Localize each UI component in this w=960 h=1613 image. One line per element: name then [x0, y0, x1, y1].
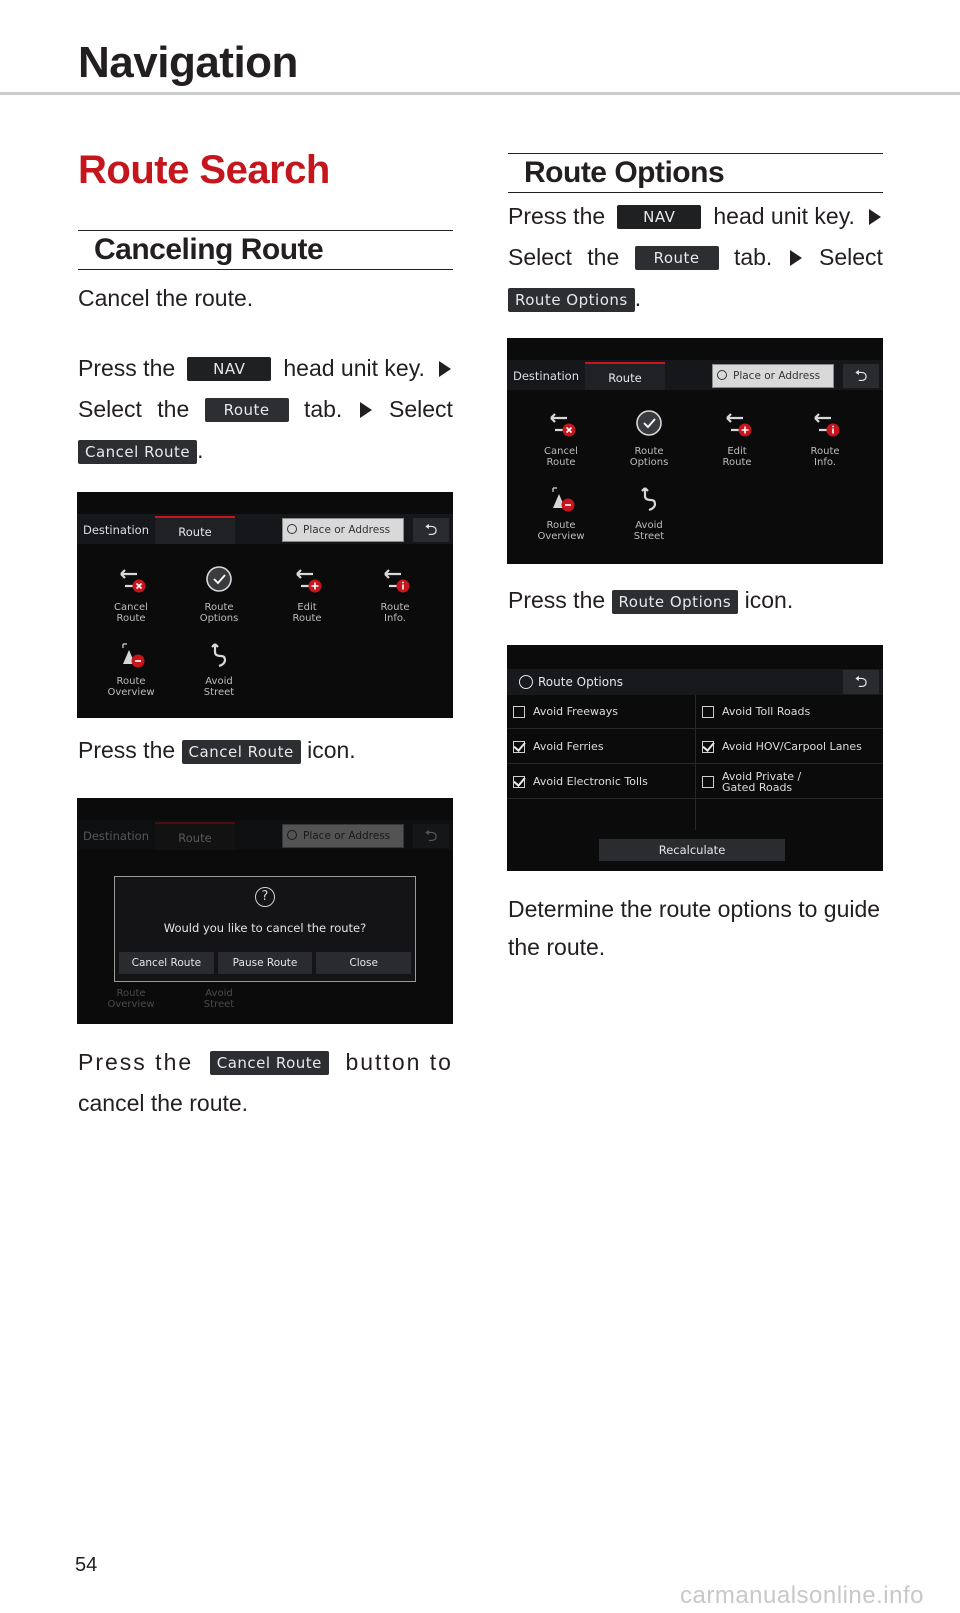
cancel-route-icon [115, 566, 147, 596]
route-tab-chip: Route [635, 246, 719, 270]
route-info-item[interactable]: Route Info. [355, 566, 435, 624]
route-info-item[interactable]: Route Info. [785, 410, 865, 468]
avoid-street-item: Avoid Street [203, 988, 235, 1010]
search-input[interactable]: Place or Address [282, 518, 404, 542]
checkbox[interactable] [702, 776, 714, 788]
nav-key-chip: NAV [617, 205, 701, 229]
route-menu-screen-2 [507, 338, 883, 564]
checkbox-checked[interactable] [513, 741, 525, 753]
checkbox[interactable] [513, 706, 525, 718]
edit-route-icon [721, 410, 753, 440]
cancel-route-chip: Cancel Route [210, 1051, 329, 1075]
canceling-route-step-2: Press the Cancel Route icon. [78, 737, 356, 763]
tab-destination: Destination [83, 829, 149, 843]
route-overview-item[interactable]: Route Overview [521, 484, 601, 542]
route-options-outro: Determine the route options to guide the route. [508, 896, 881, 960]
cancel-route-dialog-screen [77, 798, 453, 1024]
canceling-route-heading [78, 230, 453, 270]
check-circle-icon [519, 675, 533, 689]
tab-route: Route [155, 822, 235, 850]
option-avoid-private-roads[interactable]: Avoid Private / Gated Roads [696, 765, 883, 799]
section-title: Route Search [78, 148, 330, 192]
route-options-title: Route Options [519, 673, 623, 691]
back-button[interactable]: ⮌ [843, 670, 879, 694]
route-overview-item[interactable]: Route Overview [91, 640, 171, 698]
back-button: ⮌ [413, 824, 449, 848]
route-overview-icon [115, 640, 147, 670]
route-overview-icon [545, 484, 577, 514]
route-menu-screen [77, 492, 453, 718]
option-avoid-ferries[interactable]: Avoid Ferries [507, 730, 695, 764]
route-options-heading [508, 153, 883, 193]
route-options-step-2: Press the Route Options icon. [508, 587, 794, 613]
route-options-screen [507, 645, 883, 871]
page-header-title: Navigation [78, 38, 298, 87]
search-icon [717, 370, 727, 380]
search-input[interactable]: Place or Address [712, 364, 834, 388]
route-options-heading-text: Route Options [524, 156, 725, 189]
route-options-item[interactable]: Route Options [609, 406, 689, 468]
route-info-icon [379, 566, 411, 596]
canceling-route-intro: Cancel the route. [78, 285, 254, 311]
tab-destination[interactable]: Destination [83, 523, 149, 537]
option-avoid-hov-lanes[interactable]: Avoid HOV/Carpool Lanes [696, 730, 883, 764]
avoid-street-icon [203, 640, 235, 670]
edit-route-icon [291, 566, 323, 596]
arrow-right-icon [790, 250, 802, 266]
avoid-street-item[interactable]: Avoid Street [609, 484, 689, 542]
arrow-right-icon [360, 402, 372, 418]
checkbox-checked[interactable] [702, 741, 714, 753]
route-overview-item: Route Overview [107, 988, 155, 1010]
tab-route[interactable]: Route [585, 362, 665, 390]
cancel-route-item[interactable]: Cancel Route [91, 566, 171, 624]
cancel-route-chip: Cancel Route [182, 740, 301, 764]
option-avoid-electronic-tolls[interactable]: Avoid Electronic Tolls [507, 765, 695, 799]
tab-destination[interactable]: Destination [513, 369, 579, 383]
search-icon [287, 524, 297, 534]
header-divider [0, 92, 960, 95]
avoid-street-item[interactable]: Avoid Street [179, 640, 259, 698]
route-options-step-1: Press the NAV head unit key. Select the Route tab. Select Route Options . [508, 203, 883, 311]
route-options-icon [633, 406, 665, 440]
avoid-street-icon [633, 484, 665, 514]
checkbox[interactable] [702, 706, 714, 718]
search-input: Place or Address [282, 824, 404, 848]
edit-route-item[interactable]: Edit Route [267, 566, 347, 624]
nav-key-chip: NAV [187, 357, 271, 381]
back-button[interactable]: ⮌ [843, 364, 879, 388]
canceling-route-step-1: Press the NAV head unit key. Select the Route tab. Select Cancel Route . [78, 355, 453, 463]
dialog-pause-route-button[interactable]: Pause Route [218, 952, 313, 974]
dialog-cancel-route-button[interactable]: Cancel Route [119, 952, 214, 974]
canceling-route-heading-text: Canceling Route [94, 233, 324, 266]
route-options-chip: Route Options [612, 590, 739, 614]
cancel-route-dialog [114, 876, 416, 982]
dialog-message: Would you like to cancel the route? [163, 921, 367, 935]
tab-route[interactable]: Route [155, 516, 235, 544]
search-icon [287, 830, 297, 840]
checkbox-checked[interactable] [513, 776, 525, 788]
option-avoid-toll-roads[interactable]: Avoid Toll Roads [696, 695, 883, 729]
edit-route-item[interactable]: Edit Route [697, 410, 777, 468]
cancel-route-chip: Cancel Route [78, 440, 197, 464]
watermark: carmanualsonline.info [680, 1582, 924, 1609]
route-options-icon [203, 562, 235, 596]
back-button[interactable]: ⮌ [413, 518, 449, 542]
route-info-icon [809, 410, 841, 440]
route-tab-chip: Route [205, 398, 289, 422]
cancel-route-item[interactable]: Cancel Route [521, 410, 601, 468]
route-options-chip: Route Options [508, 288, 635, 312]
question-icon: ? [255, 887, 275, 907]
page-number: 54 [75, 1554, 98, 1576]
dialog-close-button[interactable]: Close [316, 952, 411, 974]
option-avoid-freeways[interactable]: Avoid Freeways [507, 695, 695, 729]
canceling-route-step-3: Press the Cancel Route button to cancel the route. [78, 1049, 453, 1116]
arrow-right-icon [869, 209, 881, 225]
recalculate-button[interactable]: Recalculate [599, 839, 785, 861]
arrow-right-icon [439, 361, 451, 377]
route-options-item[interactable]: Route Options [179, 562, 259, 624]
cancel-route-icon [545, 410, 577, 440]
